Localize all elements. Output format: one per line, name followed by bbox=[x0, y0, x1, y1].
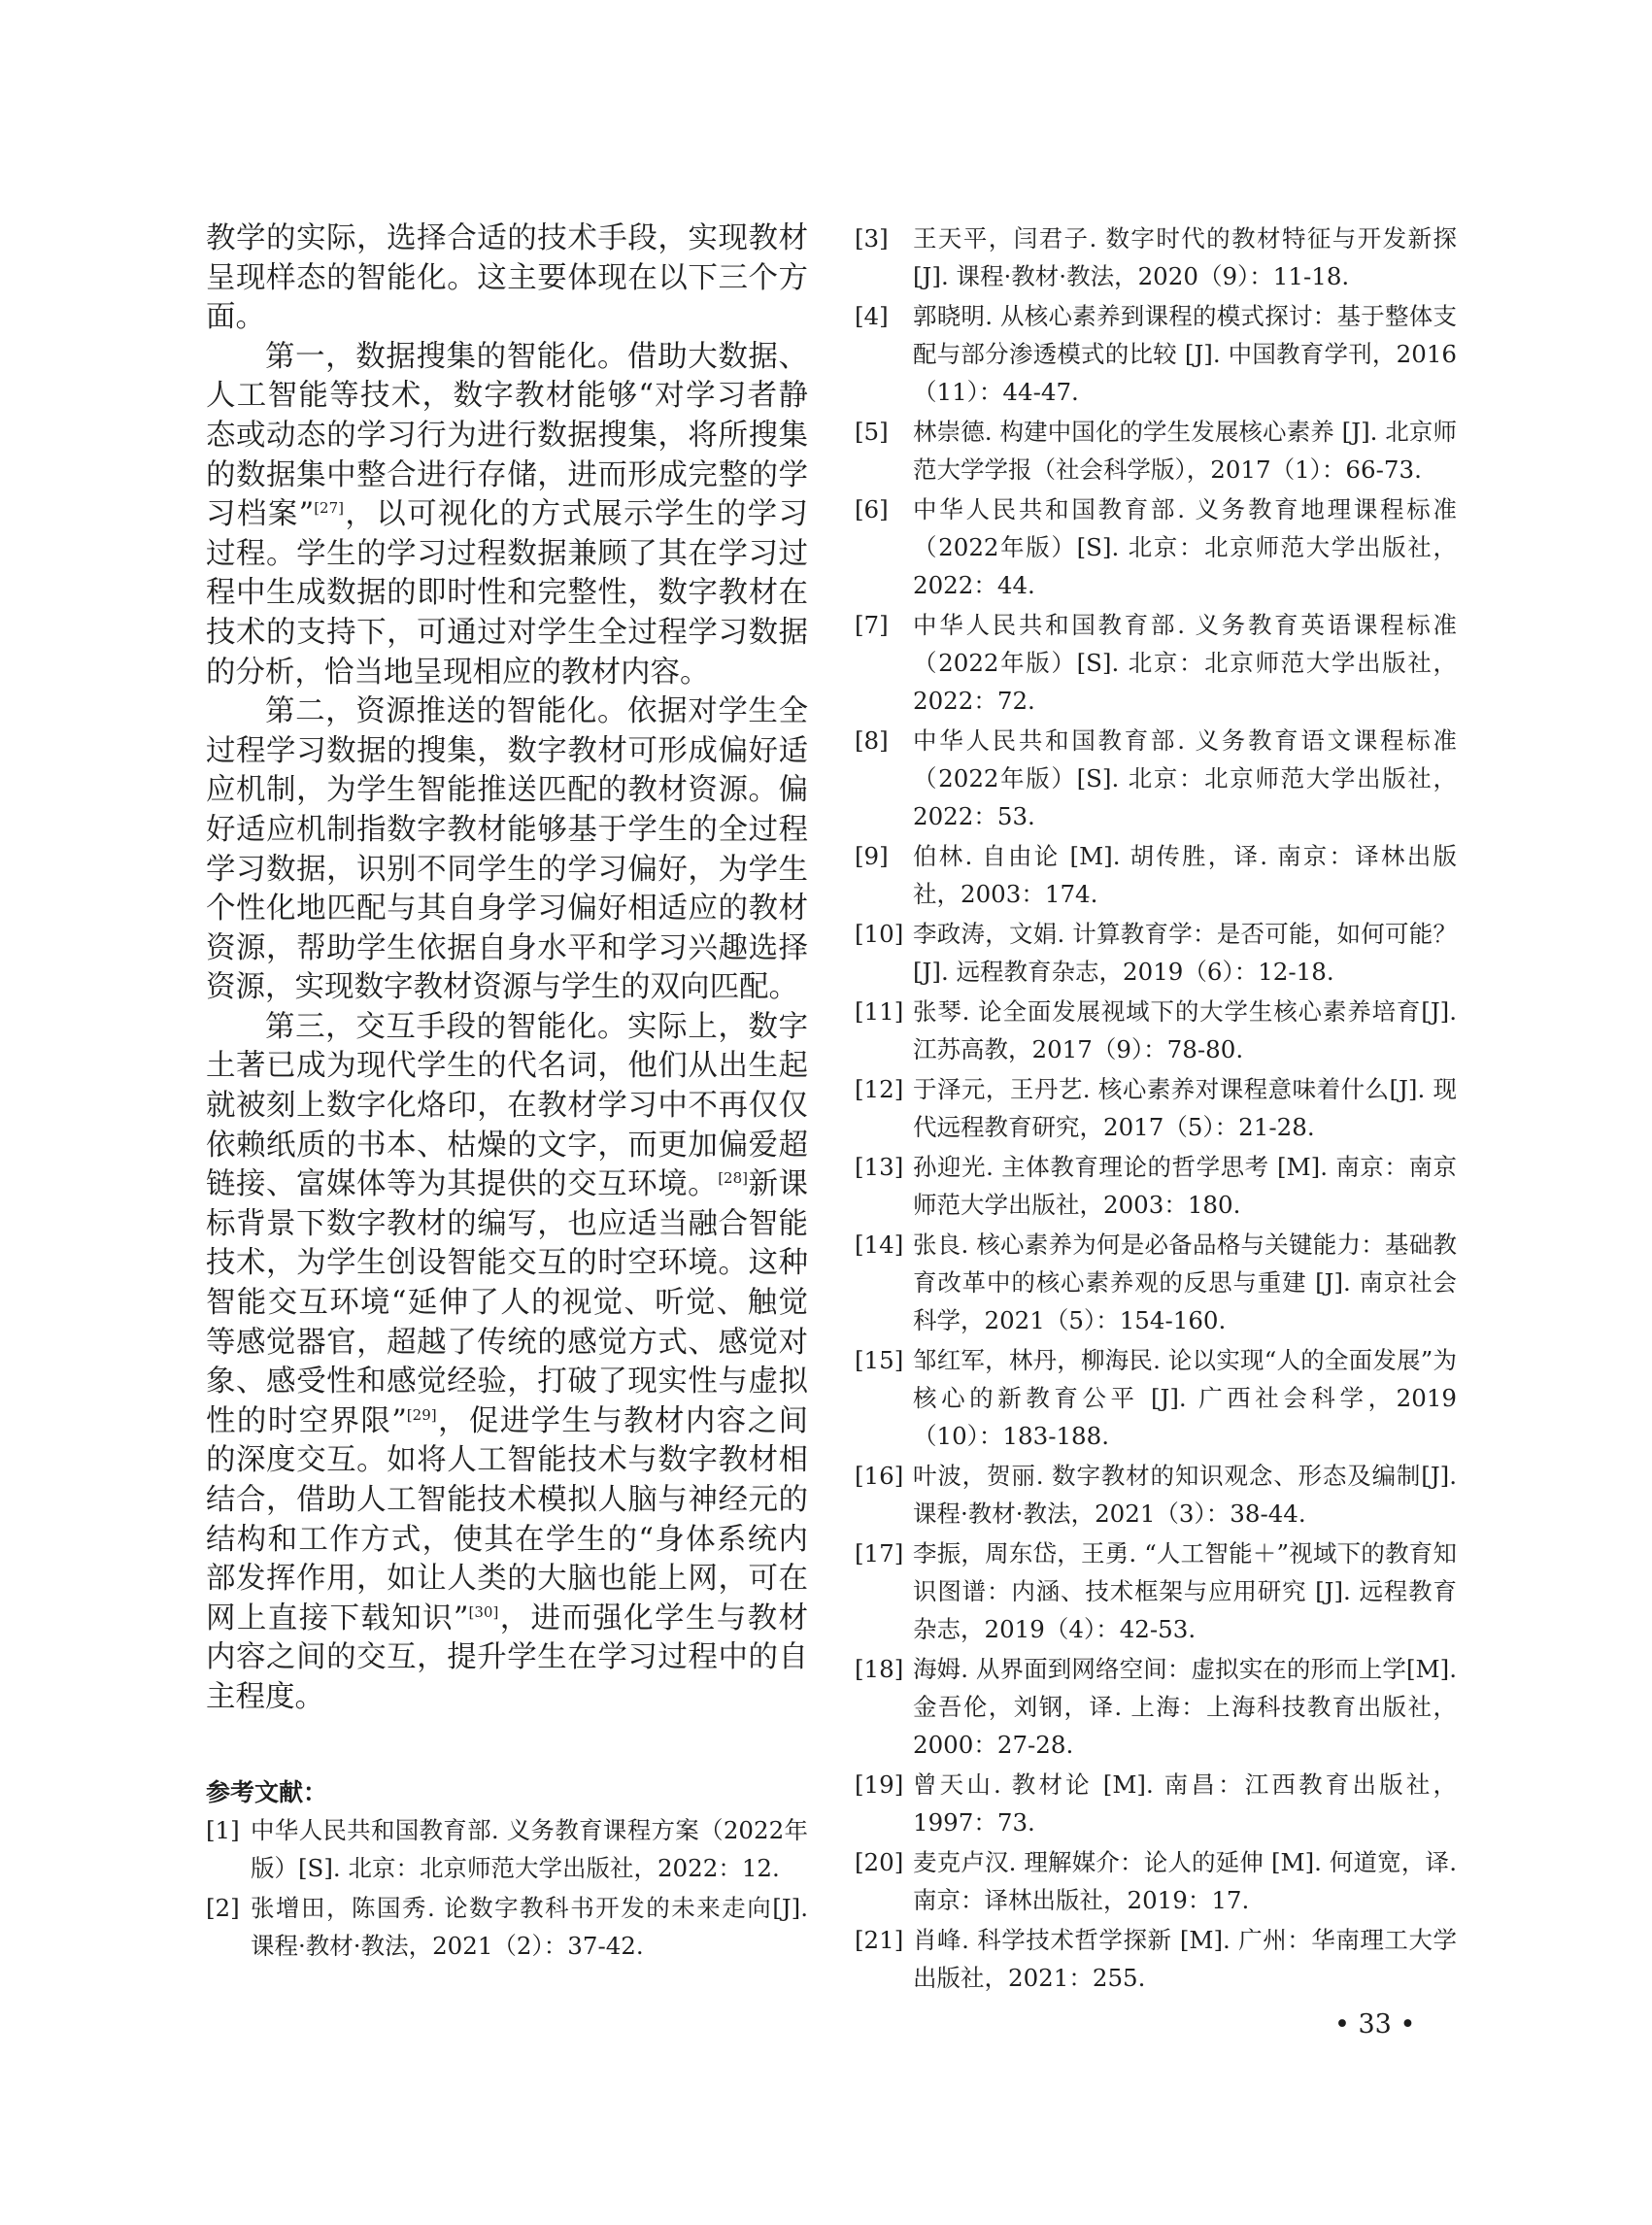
reference-number: [4] bbox=[855, 302, 889, 330]
reference-item bbox=[855, 1534, 1457, 1648]
reference-item bbox=[855, 1650, 1457, 1764]
reference-number: [13] bbox=[855, 1153, 904, 1181]
reference-number: [17] bbox=[855, 1539, 904, 1568]
reference-item bbox=[855, 1843, 1457, 1919]
reference-number: [8] bbox=[855, 726, 889, 755]
paragraph-text: ，以可视化的方式展示学生的学习过程。学生的学习过程数据兼顾了其在学习过程中生成数据的即时性和完整性，数字教材在技术的支持下，可通过对学生全过程学习数据的分析，恰当地呈现相应的教材内容。 bbox=[206, 497, 809, 690]
reference-number: [21] bbox=[855, 1926, 904, 1954]
reference-text: 张琴. 论全面发展视域下的大学生核心素养培育[J]. 江苏高教，2017（9）：78-80. bbox=[913, 997, 1457, 1063]
reference-number: [1] bbox=[206, 1815, 240, 1844]
reference-text: 中华人民共和国教育部. 义务教育课程方案（2022年版）[S]. 北京：北京师范大学出版社，2022：12. bbox=[251, 1815, 808, 1882]
reference-number: [18] bbox=[855, 1655, 904, 1683]
reference-number: [20] bbox=[855, 1848, 904, 1876]
reference-text: 海姆. 从界面到网络空间：虚拟实在的形而上学[M]. 金吾伦，刘钢，译. 上海：上海科技教育出版社，2000：27-28. bbox=[913, 1655, 1457, 1759]
citation-marker: [27] bbox=[314, 499, 344, 517]
body-paragraph: 第二，资源推送的智能化。依据对学生全过程学习数据的搜集，数字教材可形成偏好适应机制，为学生智能推送匹配的教材资源。偏好适应机制指数字教材能够基于学生的全过程学习数据，识别不同学生的学习偏好，为学生个性化地匹配与其自身学习偏好相适应的教材资源，帮助学生依据自身水平和学习兴趣选择资源，实现数字教材资源与学生的双向匹配。 bbox=[206, 694, 808, 1005]
reference-item bbox=[855, 1226, 1457, 1339]
reference-item bbox=[855, 490, 1457, 604]
body-paragraph: 教学的实际，选择合适的技术手段，实现教材呈现样态的智能化。这主要体现在以下三个方面。 bbox=[206, 221, 808, 335]
reference-item bbox=[855, 1070, 1457, 1146]
reference-text: 张良. 核心素养为何是必备品格与关键能力：基础教育改革中的核心素养观的反思与重建 [J]. 南京社会科学，2021（5）：154-160. bbox=[913, 1230, 1457, 1334]
reference-text: 曾天山. 教材论 [M]. 南昌：江西教育出版社，1997：73. bbox=[913, 1770, 1457, 1837]
paragraph-text: ，进而强化学生与教材内容之间的交互，提升学生在学习过程中的自主程度。 bbox=[206, 1601, 808, 1714]
paragraph-text: 第三，交互手段的智能化。实际上，数字土著已成为现代学生的代名词，他们从出生起就被刻上数字化烙印，在教材学习中不再仅仅依赖纸质的书本、枯燥的文字，而更加偏爱超链接、富媒体等为其提供的交互环境。 bbox=[206, 1009, 808, 1202]
reference-text: 中华人民共和国教育部. 义务教育地理课程标准（2022年版）[S]. 北京：北京师范大学出版社，2022：44. bbox=[913, 495, 1457, 599]
reference-number: [7] bbox=[855, 611, 889, 639]
reference-text: 王天平，闫君子. 数字时代的教材特征与开发新探[J]. 课程·教材·教法，2020（9）：11-18. bbox=[913, 224, 1457, 290]
reference-number: [12] bbox=[855, 1075, 904, 1103]
reference-item bbox=[855, 1921, 1457, 1997]
reference-text: 林崇德. 构建中国化的学生发展核心素养 [J]. 北京师范大学学报（社会科学版），2017（1）：66-73. bbox=[913, 418, 1457, 484]
reference-text: 中华人民共和国教育部. 义务教育英语课程标准（2022年版）[S]. 北京：北京师范大学出版社，2022：72. bbox=[913, 611, 1457, 715]
reference-text: 郭晓明. 从核心素养到课程的模式探讨：基于整体支配与部分渗透模式的比较 [J]. 中国教育学刊，2016（11）：44-47. bbox=[913, 302, 1457, 406]
reference-number: [11] bbox=[855, 997, 904, 1026]
references-heading: 参考文献： bbox=[206, 1777, 328, 1806]
reference-item bbox=[855, 219, 1457, 295]
reference-item bbox=[206, 1889, 808, 1965]
reference-number: [10] bbox=[855, 920, 904, 948]
reference-text: 于泽元，王丹艺. 核心素养对课程意味着什么[J]. 现代远程教育研究，2017（5）：21-28. bbox=[913, 1075, 1457, 1141]
reference-text: 李政涛，文娟. 计算教育学：是否可能，如何可能？[J]. 远程教育杂志，2019（6）：12-18. bbox=[913, 920, 1457, 986]
citation-marker: [29] bbox=[406, 1405, 437, 1424]
reference-item bbox=[855, 1457, 1457, 1533]
reference-number: [9] bbox=[855, 842, 889, 870]
reference-number: [14] bbox=[855, 1230, 904, 1259]
citation-marker: [30] bbox=[468, 1602, 499, 1621]
reference-number: [5] bbox=[855, 418, 889, 446]
reference-item bbox=[855, 837, 1457, 913]
reference-text: 肖峰. 科学技术哲学探新 [M]. 广州：华南理工大学出版社，2021：255. bbox=[913, 1926, 1457, 1992]
reference-text: 叶波，贺丽. 数字教材的知识观念、形态及编制[J]. 课程·教材·教法，2021（3）：38-44. bbox=[913, 1462, 1457, 1528]
paragraph-text: 第一，数据搜集的智能化。借助大数据、人工智能等技术，数字教材能够“对学习者静态或动态的学习行为进行数据搜集，将所搜集的数据集中整合进行存储，进而形成完整的学习档案” bbox=[206, 339, 808, 532]
reference-item bbox=[855, 1148, 1457, 1224]
reference-text: 张增田，陈国秀. 论数字教科书开发的未来走向[J]. 课程·教材·教法，2021（2）：37-42. bbox=[251, 1893, 808, 1960]
reference-text: 伯林. 自由论 [M]. 胡传胜，译. 南京：译林出版社，2003：174. bbox=[913, 842, 1457, 908]
reference-item bbox=[855, 606, 1457, 720]
reference-text: 孙迎光. 主体教育理论的哲学思考 [M]. 南京：南京师范大学出版社，2003：180. bbox=[913, 1153, 1457, 1219]
reference-number: [16] bbox=[855, 1462, 904, 1490]
right-column bbox=[855, 219, 1457, 1999]
reference-item bbox=[855, 993, 1457, 1068]
reference-item bbox=[855, 297, 1457, 411]
reference-item bbox=[855, 915, 1457, 991]
body-paragraph bbox=[206, 1008, 808, 1718]
body-paragraph bbox=[206, 338, 808, 692]
reference-number: [3] bbox=[855, 224, 889, 253]
reference-number: [15] bbox=[855, 1346, 904, 1374]
reference-item bbox=[855, 413, 1457, 489]
reference-number: [2] bbox=[206, 1893, 240, 1922]
reference-item bbox=[855, 1766, 1457, 1841]
paragraph-text: ，促进学生与教材内容之间的深度交互。如将人工智能技术与数字教材相结合，借助人工智能技术模拟人脑与神经元的结构和工作方式，使其在学生的“身体系统内部发挥作用，如让人类的大脑也能上网，可在网上直接下载知识” bbox=[206, 1403, 808, 1635]
reference-item bbox=[206, 1811, 808, 1887]
citation-marker: [28] bbox=[718, 1169, 748, 1188]
reference-text: 中华人民共和国教育部. 义务教育语文课程标准（2022年版）[S]. 北京：北京师范大学出版社，2022：53. bbox=[913, 726, 1457, 830]
page-number: • 33 • bbox=[1334, 2009, 1416, 2040]
reference-text: 李振，周东岱，王勇. “人工智能＋”视域下的教育知识图谱：内涵、技术框架与应用研究 [J]. 远程教育杂志，2019（4）：42-53. bbox=[913, 1539, 1457, 1643]
paragraph-text: 新课标背景下数字教材的编写，也应适当融合智能技术，为学生创设智能交互的时空环境。这种智能交互环境“延伸了人的视觉、听觉、触觉等感觉器官，超越了传统的感觉方式、感觉对象、感受性和感觉经验，打破了现实性与虚拟性的时空界限” bbox=[206, 1167, 809, 1438]
left-column bbox=[206, 219, 808, 1967]
reference-text: 麦克卢汉. 理解媒介：论人的延伸 [M]. 何道宽，译. 南京：译林出版社，2019：17. bbox=[913, 1848, 1457, 1914]
reference-text: 邹红军，林丹，柳海民. 论以实现“人的全面发展”为核心的新教育公平 [J]. 广西社会科学，2019（10）：183-188. bbox=[913, 1346, 1457, 1450]
reference-item bbox=[855, 1341, 1457, 1455]
reference-item bbox=[855, 722, 1457, 835]
reference-number: [19] bbox=[855, 1770, 904, 1799]
reference-number: [6] bbox=[855, 495, 889, 523]
